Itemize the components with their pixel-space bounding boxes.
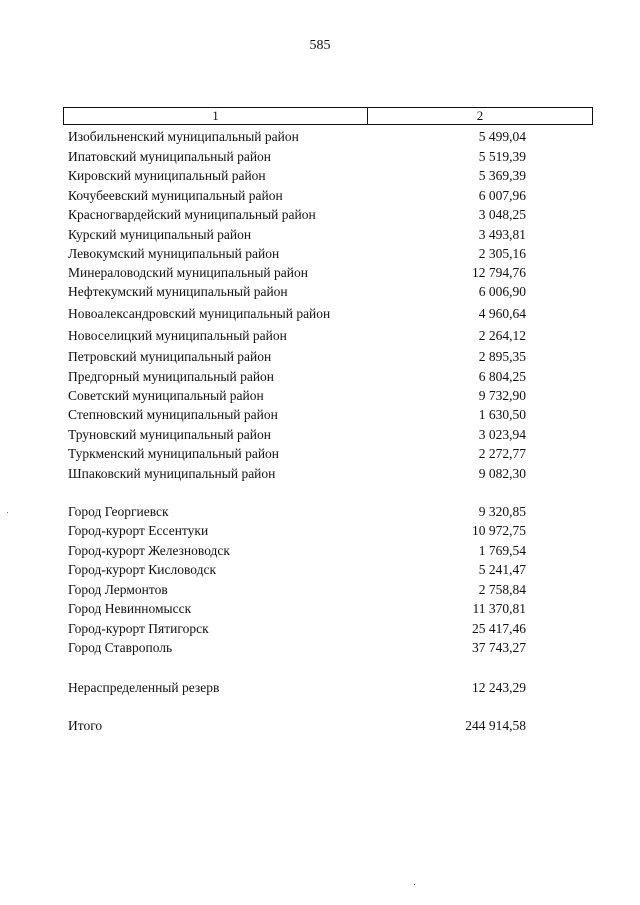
- table-row: [68, 638, 526, 657]
- table-row: [68, 225, 526, 244]
- table-row: [68, 560, 526, 579]
- table-row: [68, 619, 526, 638]
- table-row: [68, 304, 526, 323]
- row-name: Город-курорт Железноводск: [68, 543, 230, 558]
- row-value: 5 369,39: [478, 168, 526, 183]
- row-value: 2 305,16: [478, 246, 526, 261]
- row-value: 6 006,90: [478, 284, 526, 299]
- row-name: Изобильненский муниципальный район: [68, 129, 299, 144]
- row-name: Нераспределенный резерв: [68, 680, 220, 695]
- table-row: [68, 282, 526, 301]
- table-row: [68, 166, 526, 185]
- row-value: 10 972,75: [472, 523, 526, 538]
- row-value: 1 630,50: [478, 407, 526, 422]
- row-value: 2 758,84: [478, 582, 526, 597]
- column-header-1: 1: [64, 108, 368, 124]
- table-row: [68, 263, 526, 282]
- total-label: Итого: [68, 718, 103, 733]
- row-value: 6 804,25: [478, 369, 526, 384]
- table-row: [68, 599, 526, 618]
- table-row: [68, 147, 526, 166]
- table-row: [68, 347, 526, 366]
- row-value: 25 417,46: [472, 621, 526, 636]
- row-value: 3 493,81: [478, 227, 526, 242]
- table-row: [68, 678, 526, 697]
- total-value: 244 914,58: [465, 718, 526, 733]
- row-name: Петровский муниципальный район: [68, 349, 272, 364]
- row-name: Курский муниципальный район: [68, 227, 252, 242]
- row-name: Город Лермонтов: [68, 582, 168, 597]
- row-name: Красногвардейский муниципальный район: [68, 207, 316, 222]
- row-value: 1 769,54: [478, 543, 526, 558]
- row-name: Левокумский муниципальный район: [68, 246, 280, 261]
- row-name: Нефтекумский муниципальный район: [68, 284, 288, 299]
- page-number: 585: [309, 38, 331, 53]
- row-value: 4 960,64: [478, 306, 526, 321]
- table-row: [68, 127, 526, 146]
- row-name: Туркменский муниципальный район: [68, 446, 280, 461]
- row-name: Шпаковский муниципальный район: [68, 466, 276, 481]
- table-row: [68, 425, 526, 444]
- row-value: 6 007,96: [478, 188, 526, 203]
- row-name: Город-курорт Ессентуки: [68, 523, 209, 538]
- table-row: [68, 367, 526, 386]
- row-name: Город Георгиевск: [68, 504, 169, 519]
- row-value: 5 519,39: [478, 149, 526, 164]
- row-name: Город-курорт Пятигорск: [68, 621, 209, 636]
- table-row: [68, 326, 526, 345]
- row-value: 3 023,94: [478, 427, 526, 442]
- scan-speck: [414, 884, 415, 885]
- table-row: [68, 186, 526, 205]
- table-row: [68, 244, 526, 263]
- row-name: Новоалександровский муниципальный район: [68, 306, 331, 321]
- row-value: 2 264,12: [478, 328, 526, 343]
- row-value: 11 370,81: [472, 601, 526, 616]
- table-row: [68, 205, 526, 224]
- row-value: 2 272,77: [478, 446, 526, 461]
- table-row: [68, 502, 526, 521]
- row-name: Степновский муниципальный район: [68, 407, 278, 422]
- row-name: Труновский муниципальный район: [68, 427, 271, 442]
- row-name: Кировский муниципальный район: [68, 168, 266, 183]
- row-name: Советский муниципальный район: [68, 388, 264, 403]
- row-name: Кочубеевский муниципальный район: [68, 188, 283, 203]
- row-name: Город Ставрополь: [68, 640, 173, 655]
- row-value: 5 499,04: [478, 129, 526, 144]
- row-name: Предгорный муниципальный район: [68, 369, 275, 384]
- row-value: 9 732,90: [478, 388, 526, 403]
- row-name: Город Невинномысск: [68, 601, 192, 616]
- table-row: [68, 444, 526, 463]
- table-row: [68, 541, 526, 560]
- row-value: 5 241,47: [478, 562, 526, 577]
- row-value: 12 243,29: [472, 680, 526, 695]
- row-name: Минераловодский муниципальный район: [68, 265, 308, 280]
- row-value: 3 048,25: [478, 207, 526, 222]
- scan-speck: [7, 512, 8, 513]
- row-value: 9 320,85: [478, 504, 526, 519]
- table-row: [68, 580, 526, 599]
- table-row: [68, 386, 526, 405]
- table-row: [68, 405, 526, 424]
- column-header-2: 2: [476, 108, 484, 123]
- row-value: 12 794,76: [472, 265, 526, 280]
- row-name: Город-курорт Кисловодск: [68, 562, 217, 577]
- table-header: [63, 107, 593, 125]
- table-row: [68, 521, 526, 540]
- row-value: 2 895,35: [478, 349, 526, 364]
- total-row: [68, 716, 526, 735]
- row-value: 9 082,30: [478, 466, 526, 481]
- row-value: 37 743,27: [472, 640, 526, 655]
- table-row: [68, 464, 526, 483]
- row-name: Новоселицкий муниципальный район: [68, 328, 287, 343]
- row-name: Ипатовский муниципальный район: [68, 149, 272, 164]
